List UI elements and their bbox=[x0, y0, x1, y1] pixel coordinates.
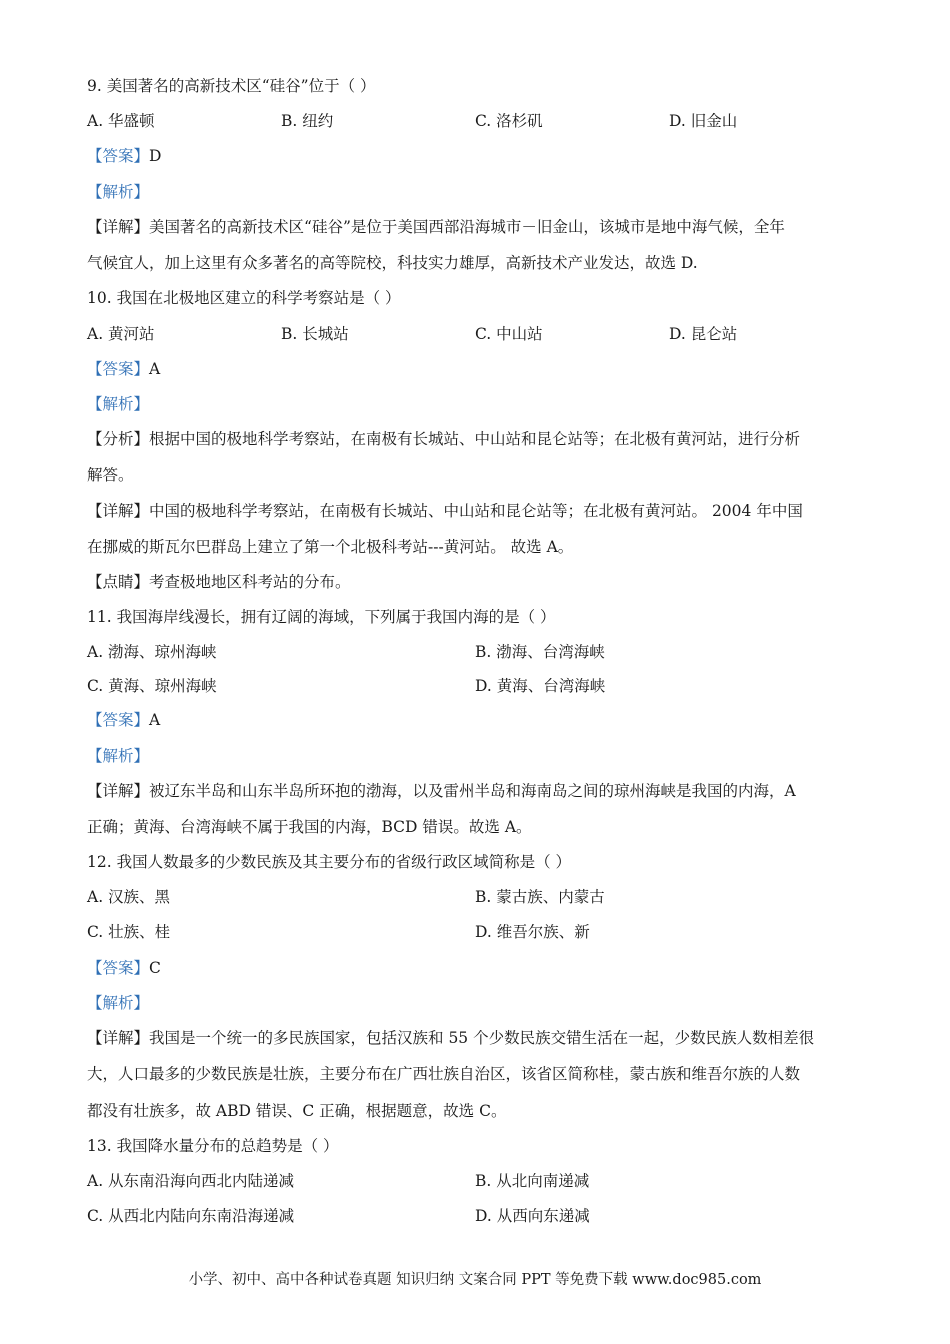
q10-option-b: B. 长城站 bbox=[281, 325, 349, 343]
q13-option-d: D. 从西向东递减 bbox=[475, 1207, 590, 1225]
q9-detail-line-1 bbox=[87, 217, 785, 237]
question-10-stem: 10. 我国在北极地区建立的科学考察站是（ ） bbox=[87, 289, 401, 307]
q10-fenxi-line-2: 解答。 bbox=[87, 466, 134, 484]
question-9-stem: 9. 美国著名的高新技术区“硅谷”位于（ ） bbox=[87, 77, 376, 95]
q10-option-a: A. 黄河站 bbox=[87, 325, 155, 343]
q11-detail-line-2: 正确；黄海、台湾海峡不属于我国的内海，BCD 错误。故选 A。 bbox=[87, 818, 532, 836]
answer-tag: 【答案】 bbox=[87, 711, 150, 729]
detail-text: 被辽东半岛和山东半岛所环抱的渤海，以及雷州半岛和海南岛之间的琼州海峡是我国的内海，A bbox=[149, 782, 796, 800]
q12-detail-line-1 bbox=[87, 1028, 814, 1048]
q11-option-b: B. 渤海、台湾海峡 bbox=[475, 643, 605, 661]
q10-fenxi-line-1 bbox=[87, 429, 800, 449]
dianjing-text: 考查极地地区科考站的分布。 bbox=[149, 573, 351, 591]
detail-text: 中国的极地科学考察站，在南极有长城站、中山站和昆仑站等；在北极有黄河站。 2004 年中国 bbox=[149, 502, 803, 520]
q10-detail-line-2: 在挪威的斯瓦尔巴群岛上建立了第一个北极科考站---黄河站。 故选 A。 bbox=[87, 538, 574, 556]
q10-answer bbox=[87, 359, 160, 379]
answer-value: A bbox=[149, 711, 161, 729]
answer-tag: 【答案】 bbox=[87, 147, 150, 165]
q9-option-c: C. 洛杉矶 bbox=[475, 112, 543, 130]
fenxi-text: 根据中国的极地科学考察站，在南极有长城站、中山站和昆仑站等；在北极有黄河站，进行分析 bbox=[149, 430, 801, 448]
q11-analysis-tag: 【解析】 bbox=[87, 747, 150, 765]
q10-analysis-tag: 【解析】 bbox=[87, 395, 150, 413]
q12-detail-line-2: 大，人口最多的少数民族是壮族，主要分布在广西壮族自治区，该省区简称桂，蒙古族和维吾尔族的人数 bbox=[87, 1065, 801, 1083]
q9-option-a: A. 华盛顿 bbox=[87, 112, 155, 130]
q13-option-c: C. 从西北内陆向东南沿海递减 bbox=[87, 1207, 295, 1225]
question-12-stem: 12. 我国人数最多的少数民族及其主要分布的省级行政区域简称是（ ） bbox=[87, 853, 572, 871]
answer-tag: 【答案】 bbox=[87, 360, 150, 378]
dianjing-tag: 【点睛】 bbox=[87, 573, 150, 591]
q12-option-a: A. 汉族、黑 bbox=[87, 888, 171, 906]
answer-value: C bbox=[149, 959, 161, 977]
detail-text: 我国是一个统一的多民族国家，包括汉族和 55 个少数民族交错生活在一起，少数民族人数相差很 bbox=[149, 1029, 815, 1047]
q11-option-d: D. 黄海、台湾海峡 bbox=[475, 677, 606, 695]
q10-detail-line-1 bbox=[87, 501, 803, 521]
q9-analysis-tag: 【解析】 bbox=[87, 183, 150, 201]
q13-option-a: A. 从东南沿海向西北内陆递减 bbox=[87, 1172, 295, 1190]
fenxi-tag: 【分析】 bbox=[87, 430, 150, 448]
q12-detail-line-3: 都没有壮族多，故 ABD 错误、C 正确，根据题意，故选 C。 bbox=[87, 1102, 507, 1120]
answer-value: A bbox=[149, 360, 161, 378]
page-footer: 小学、初中、高中各种试卷真题 知识归纳 文案合同 PPT 等免费下载 www.doc985.com bbox=[188, 1272, 762, 1288]
q10-option-d: D. 昆仑站 bbox=[669, 325, 738, 343]
q12-option-d: D. 维吾尔族、新 bbox=[475, 923, 590, 941]
q11-option-a: A. 渤海、琼州海峡 bbox=[87, 643, 217, 661]
q11-option-c: C. 黄海、琼州海峡 bbox=[87, 677, 217, 695]
detail-tag: 【详解】 bbox=[87, 782, 150, 800]
q12-answer bbox=[87, 958, 161, 978]
answer-tag: 【答案】 bbox=[87, 959, 150, 977]
question-11-stem: 11. 我国海岸线漫长，拥有辽阔的海域，下列属于我国内海的是（ ） bbox=[87, 608, 556, 626]
detail-tag: 【详解】 bbox=[87, 502, 150, 520]
answer-value: D bbox=[149, 147, 162, 165]
q12-option-c: C. 壮族、桂 bbox=[87, 923, 171, 941]
q9-option-d: D. 旧金山 bbox=[669, 112, 738, 130]
q13-option-b: B. 从北向南递减 bbox=[475, 1172, 590, 1190]
detail-tag: 【详解】 bbox=[87, 1029, 150, 1047]
q9-option-b: B. 纽约 bbox=[281, 112, 334, 130]
q10-option-c: C. 中山站 bbox=[475, 325, 543, 343]
q11-detail-line-1 bbox=[87, 781, 796, 801]
q9-detail-line-2: 气候宜人，加上这里有众多著名的高等院校，科技实力雄厚，高新技术产业发达，故选 D. bbox=[87, 254, 698, 272]
question-13-stem: 13. 我国降水量分布的总趋势是（ ） bbox=[87, 1137, 339, 1155]
q12-option-b: B. 蒙古族、内蒙古 bbox=[475, 888, 605, 906]
detail-tag: 【详解】 bbox=[87, 218, 150, 236]
q11-answer bbox=[87, 710, 160, 730]
q9-answer bbox=[87, 146, 161, 166]
detail-text: 美国著名的高新技术区“硅谷”是位于美国西部沿海城市－旧金山，该城市是地中海气候，全年 bbox=[149, 218, 785, 236]
q12-analysis-tag: 【解析】 bbox=[87, 994, 150, 1012]
q10-dianjing bbox=[87, 572, 351, 592]
